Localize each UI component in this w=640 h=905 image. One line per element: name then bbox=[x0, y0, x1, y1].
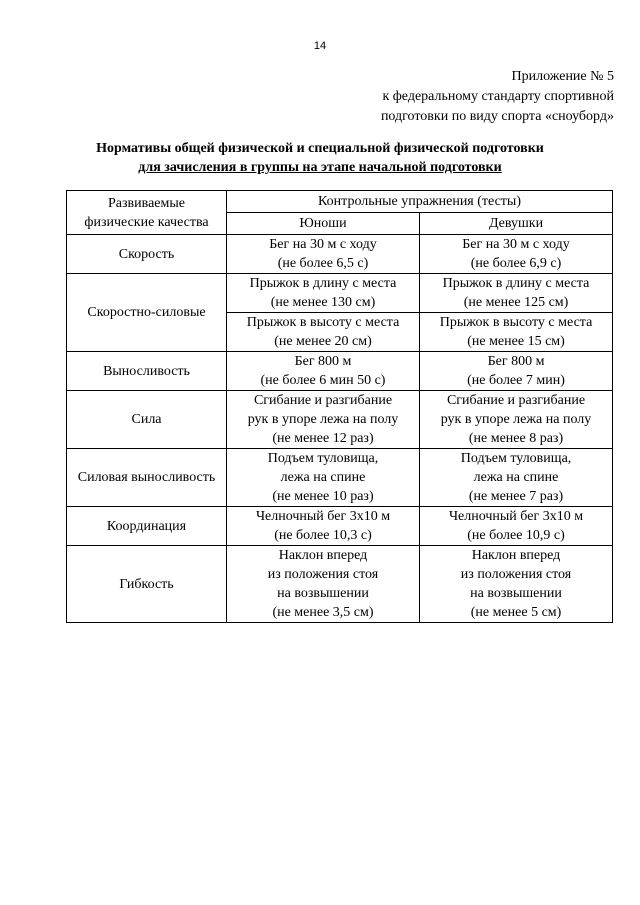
norm-line: из положения стоя bbox=[460, 567, 572, 582]
girls-norm-cell bbox=[420, 352, 613, 391]
table-row bbox=[67, 391, 613, 449]
norm-line: (не менее 10 раз) bbox=[272, 489, 374, 504]
norm-line: (не менее 8 раз) bbox=[468, 431, 564, 446]
boys-norm-cell bbox=[227, 352, 420, 391]
norm-line: (не более 7 мин) bbox=[467, 373, 565, 388]
norm-line: Прыжок в высоту с места bbox=[439, 315, 593, 330]
boys-norm-cell bbox=[227, 274, 420, 313]
norm-line: (не менее 12 раз) bbox=[272, 431, 374, 446]
norm-line: из положения стоя bbox=[267, 567, 379, 582]
table-row bbox=[67, 274, 613, 313]
girls-norm-cell bbox=[420, 546, 613, 623]
norm-line: (не менее 3,5 см) bbox=[272, 605, 374, 620]
norm-line: (не более 6,9 с) bbox=[470, 256, 562, 271]
quality-cell: Силовая выносливость bbox=[67, 449, 227, 507]
header-quality-line-1: Развиваемые bbox=[108, 195, 185, 211]
norm-line: (не менее 15 см) bbox=[467, 334, 565, 349]
page-number: 14 bbox=[313, 40, 327, 52]
appendix-line-1: Приложение № 5 bbox=[511, 69, 614, 84]
girls-norm-cell bbox=[420, 313, 613, 352]
boys-norm-cell bbox=[227, 546, 420, 623]
norm-line: на возвышении bbox=[470, 586, 562, 601]
header-quality-cell bbox=[67, 191, 227, 235]
header-girls-cell: Девушки bbox=[420, 213, 613, 235]
quality-cell: Скоростно-силовые bbox=[67, 274, 227, 352]
norm-line: Сгибание и разгибание bbox=[253, 393, 393, 408]
norm-line: Бег на 30 м с ходу bbox=[269, 237, 377, 252]
quality-cell: Координация bbox=[67, 507, 227, 546]
norm-line: (не менее 130 см) bbox=[270, 295, 376, 310]
norm-line: Бег на 30 м с ходу bbox=[462, 237, 570, 252]
girls-norm-cell bbox=[420, 391, 613, 449]
norm-line: (не менее 20 см) bbox=[274, 334, 372, 349]
norm-line: Бег 800 м bbox=[487, 354, 545, 369]
quality-cell: Выносливость bbox=[67, 352, 227, 391]
header-boys-cell: Юноши bbox=[227, 213, 420, 235]
document-title bbox=[0, 139, 640, 177]
boys-norm-cell bbox=[227, 507, 420, 546]
boys-norm-cell bbox=[227, 313, 420, 352]
quality-cell: Гибкость bbox=[67, 546, 227, 623]
girls-norm-cell bbox=[420, 507, 613, 546]
norm-line: на возвышении bbox=[277, 586, 369, 601]
norm-line: Сгибание и разгибание bbox=[446, 393, 586, 408]
norm-line: (не более 6,5 с) bbox=[277, 256, 369, 271]
norm-line: Подъем туловища, bbox=[460, 451, 572, 466]
girls-norm-cell bbox=[420, 449, 613, 507]
header-quality-line-2: физические качества bbox=[84, 214, 209, 230]
norm-line: (не менее 7 раз) bbox=[468, 489, 564, 504]
table-row bbox=[67, 235, 613, 274]
norm-line: рук в упоре лежа на полу bbox=[247, 412, 399, 427]
norm-line: (не более 6 мин 50 с) bbox=[260, 373, 386, 388]
norm-line: Челночный бег 3х10 м bbox=[255, 509, 391, 524]
quality-cell: Сила bbox=[67, 391, 227, 449]
norm-line: Прыжок в длину с места bbox=[249, 276, 397, 291]
norm-line: (не более 10,3 с) bbox=[274, 528, 372, 543]
quality-cell: Скорость bbox=[67, 235, 227, 274]
norm-line: рук в упоре лежа на полу bbox=[440, 412, 592, 427]
table-header-row bbox=[67, 191, 613, 213]
norm-line: (не менее 5 см) bbox=[470, 605, 562, 620]
norm-line: Челночный бег 3х10 м bbox=[448, 509, 584, 524]
girls-norm-cell bbox=[420, 274, 613, 313]
norm-line: Прыжок в длину с места bbox=[442, 276, 590, 291]
norm-line: (не менее 125 см) bbox=[463, 295, 569, 310]
norm-line: (не более 10,9 с) bbox=[467, 528, 565, 543]
norm-line: Подъем туловища, bbox=[267, 451, 379, 466]
norm-line: Наклон вперед bbox=[471, 548, 561, 563]
norm-line: Бег 800 м bbox=[294, 354, 352, 369]
boys-norm-cell bbox=[227, 391, 420, 449]
appendix-line-2: к федеральному стандарту спортивной bbox=[382, 89, 614, 104]
norms-table bbox=[66, 190, 613, 623]
title-line-2: для зачисления в группы на этапе начальной подготовки bbox=[138, 160, 502, 175]
norm-line: лежа на спине bbox=[473, 470, 559, 485]
appendix-line-3: подготовки по виду спорта «сноуборд» bbox=[380, 109, 614, 124]
boys-norm-cell bbox=[227, 449, 420, 507]
table-row bbox=[67, 507, 613, 546]
appendix-header bbox=[314, 67, 614, 127]
title-line-1: Нормативы общей физической и специальной физической подготовки bbox=[96, 141, 544, 156]
table-row bbox=[67, 546, 613, 623]
norm-line: Наклон вперед bbox=[278, 548, 368, 563]
header-tests-cell: Контрольные упражнения (тесты) bbox=[227, 191, 613, 213]
table-row bbox=[67, 449, 613, 507]
boys-norm-cell bbox=[227, 235, 420, 274]
girls-norm-cell bbox=[420, 235, 613, 274]
table-row bbox=[67, 352, 613, 391]
norm-line: Прыжок в высоту с места bbox=[246, 315, 400, 330]
norm-line: лежа на спине bbox=[280, 470, 366, 485]
